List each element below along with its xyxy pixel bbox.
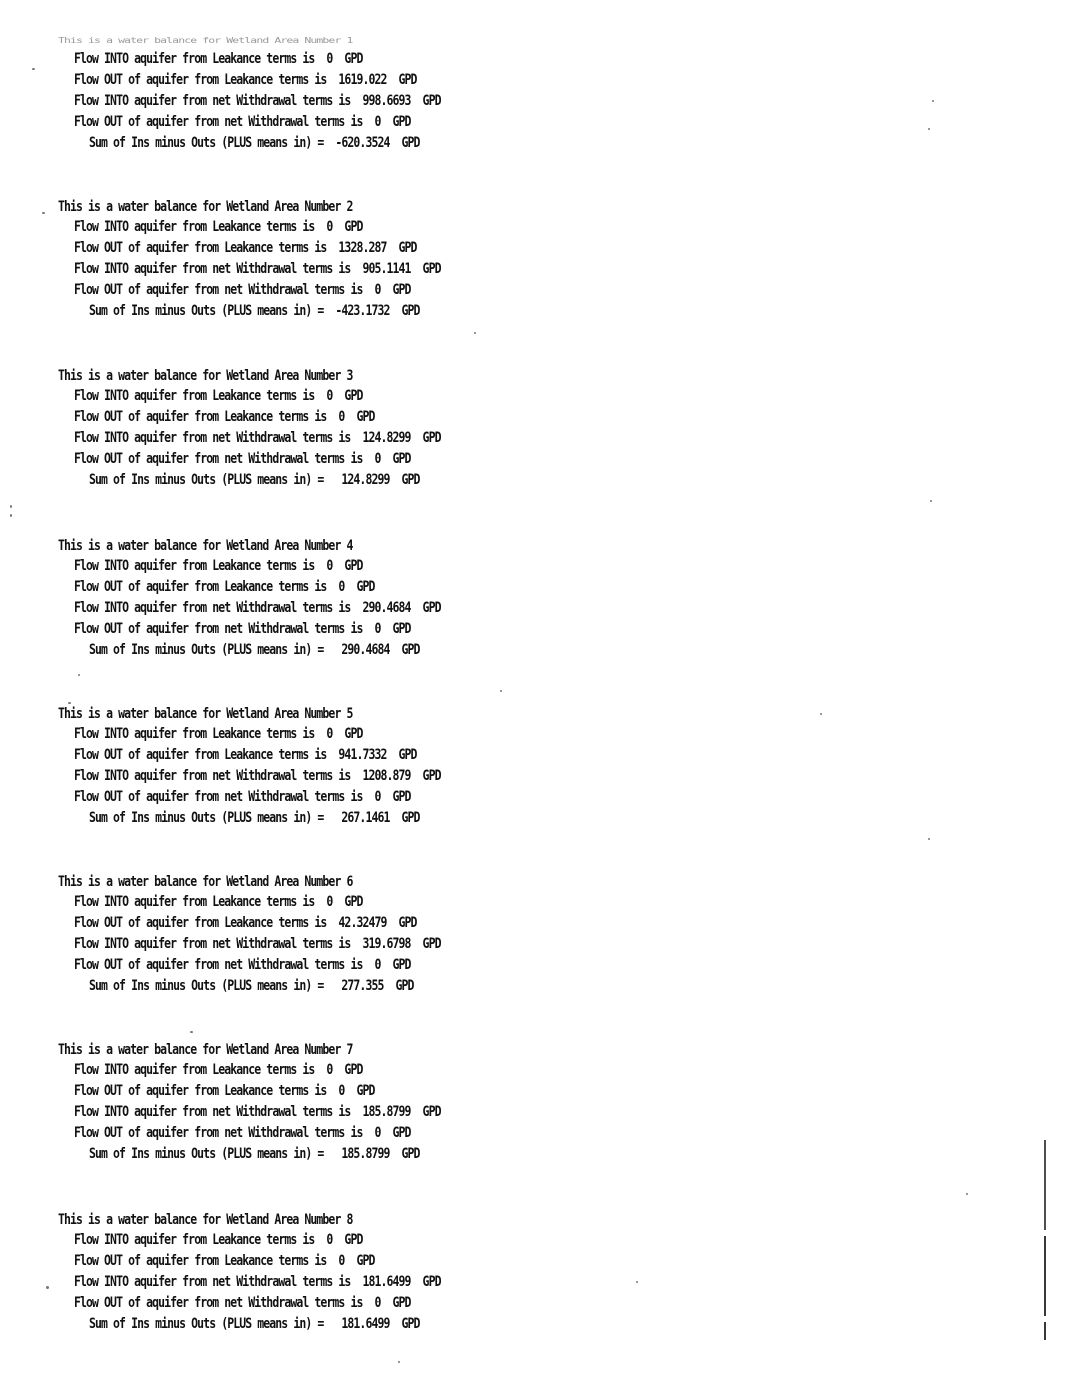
flow-into-withdrawal: Flow INTO aquifer from net Withdrawal terms is 1208.879 GPD <box>74 768 441 784</box>
flow-out-leakance: Flow OUT of aquifer from Leakance terms is 1619.022 GPD <box>74 72 417 88</box>
flow-into-leakance: Flow INTO aquifer from Leakance terms is 0 GPD <box>74 894 363 910</box>
flow-out-leakance: Flow OUT of aquifer from Leakance terms is 0 GPD <box>74 409 375 425</box>
block-header: This is a water balance for Wetland Area Number 3 <box>58 368 353 384</box>
scan-speck <box>820 713 822 715</box>
flow-into-leakance: Flow INTO aquifer from Leakance terms is 0 GPD <box>74 388 363 404</box>
scan-speck <box>932 100 934 102</box>
scan-speck <box>930 500 932 502</box>
scan-speck <box>500 690 502 692</box>
flow-out-leakance: Flow OUT of aquifer from Leakance terms is 0 GPD <box>74 1083 375 1099</box>
scan-speck <box>190 1031 193 1033</box>
flow-out-withdrawal: Flow OUT of aquifer from net Withdrawal terms is 0 GPD <box>74 451 411 467</box>
flow-into-leakance: Flow INTO aquifer from Leakance terms is 0 GPD <box>74 219 363 235</box>
scan-speck <box>46 1286 49 1289</box>
balance-sum: Sum of Ins minus Outs (PLUS means in) = 277.355 GPD <box>89 978 414 994</box>
scan-speck <box>928 128 930 130</box>
scan-speck <box>10 505 12 508</box>
scan-edge-mark <box>1044 1236 1046 1316</box>
balance-sum: Sum of Ins minus Outs (PLUS means in) = 124.8299 GPD <box>89 472 420 488</box>
block-header: This is a water balance for Wetland Area Number 1 <box>58 36 353 46</box>
flow-out-withdrawal: Flow OUT of aquifer from net Withdrawal terms is 0 GPD <box>74 957 411 973</box>
balance-sum: Sum of Ins minus Outs (PLUS means in) = 290.4684 GPD <box>89 642 420 658</box>
flow-into-leakance: Flow INTO aquifer from Leakance terms is 0 GPD <box>74 726 363 742</box>
flow-into-withdrawal: Flow INTO aquifer from net Withdrawal terms is 124.8299 GPD <box>74 430 441 446</box>
scan-speck <box>398 1361 400 1363</box>
scan-speck <box>32 68 35 70</box>
flow-into-withdrawal: Flow INTO aquifer from net Withdrawal terms is 185.8799 GPD <box>74 1104 441 1120</box>
flow-into-withdrawal: Flow INTO aquifer from net Withdrawal terms is 181.6499 GPD <box>74 1274 441 1290</box>
balance-sum: Sum of Ins minus Outs (PLUS means in) = 181.6499 GPD <box>89 1316 420 1332</box>
balance-sum: Sum of Ins minus Outs (PLUS means in) = 267.1461 GPD <box>89 810 420 826</box>
flow-into-leakance: Flow INTO aquifer from Leakance terms is 0 GPD <box>74 51 363 67</box>
flow-out-leakance: Flow OUT of aquifer from Leakance terms is 0 GPD <box>74 579 375 595</box>
block-header: This is a water balance for Wetland Area Number 6 <box>58 874 353 890</box>
scan-speck <box>10 514 12 517</box>
flow-out-leakance: Flow OUT of aquifer from Leakance terms is 1328.287 GPD <box>74 240 417 256</box>
scan-speck <box>474 332 476 334</box>
flow-out-leakance: Flow OUT of aquifer from Leakance terms is 0 GPD <box>74 1253 375 1269</box>
scan-speck <box>42 212 45 214</box>
flow-out-withdrawal: Flow OUT of aquifer from net Withdrawal terms is 0 GPD <box>74 621 411 637</box>
flow-into-withdrawal: Flow INTO aquifer from net Withdrawal terms is 290.4684 GPD <box>74 600 441 616</box>
flow-out-leakance: Flow OUT of aquifer from Leakance terms is 941.7332 GPD <box>74 747 417 763</box>
flow-out-withdrawal: Flow OUT of aquifer from net Withdrawal terms is 0 GPD <box>74 1295 411 1311</box>
flow-into-withdrawal: Flow INTO aquifer from net Withdrawal terms is 319.6798 GPD <box>74 936 441 952</box>
scan-edge-mark <box>1044 1140 1046 1230</box>
scan-edge-mark <box>1044 1322 1046 1340</box>
balance-sum: Sum of Ins minus Outs (PLUS means in) = -423.1732 GPD <box>89 303 420 319</box>
scan-speck <box>68 702 71 704</box>
scan-speck <box>636 1281 638 1283</box>
flow-out-withdrawal: Flow OUT of aquifer from net Withdrawal terms is 0 GPD <box>74 789 411 805</box>
flow-into-leakance: Flow INTO aquifer from Leakance terms is 0 GPD <box>74 558 363 574</box>
scan-speck <box>78 674 80 676</box>
balance-sum: Sum of Ins minus Outs (PLUS means in) = 185.8799 GPD <box>89 1146 420 1162</box>
block-header: This is a water balance for Wetland Area Number 8 <box>58 1212 353 1228</box>
block-header: This is a water balance for Wetland Area Number 7 <box>58 1042 353 1058</box>
flow-into-withdrawal: Flow INTO aquifer from net Withdrawal terms is 905.1141 GPD <box>74 261 441 277</box>
flow-out-withdrawal: Flow OUT of aquifer from net Withdrawal terms is 0 GPD <box>74 1125 411 1141</box>
flow-into-leakance: Flow INTO aquifer from Leakance terms is 0 GPD <box>74 1232 363 1248</box>
flow-into-leakance: Flow INTO aquifer from Leakance terms is 0 GPD <box>74 1062 363 1078</box>
block-header: This is a water balance for Wetland Area Number 2 <box>58 199 353 215</box>
flow-out-leakance: Flow OUT of aquifer from Leakance terms is 42.32479 GPD <box>74 915 417 931</box>
scan-speck <box>928 838 930 840</box>
block-header: This is a water balance for Wetland Area Number 5 <box>58 706 353 722</box>
scan-speck <box>966 1193 968 1195</box>
flow-out-withdrawal: Flow OUT of aquifer from net Withdrawal terms is 0 GPD <box>74 114 411 130</box>
balance-sum: Sum of Ins minus Outs (PLUS means in) = -620.3524 GPD <box>89 135 420 151</box>
flow-into-withdrawal: Flow INTO aquifer from net Withdrawal terms is 998.6693 GPD <box>74 93 441 109</box>
block-header: This is a water balance for Wetland Area Number 4 <box>58 538 353 554</box>
flow-out-withdrawal: Flow OUT of aquifer from net Withdrawal terms is 0 GPD <box>74 282 411 298</box>
